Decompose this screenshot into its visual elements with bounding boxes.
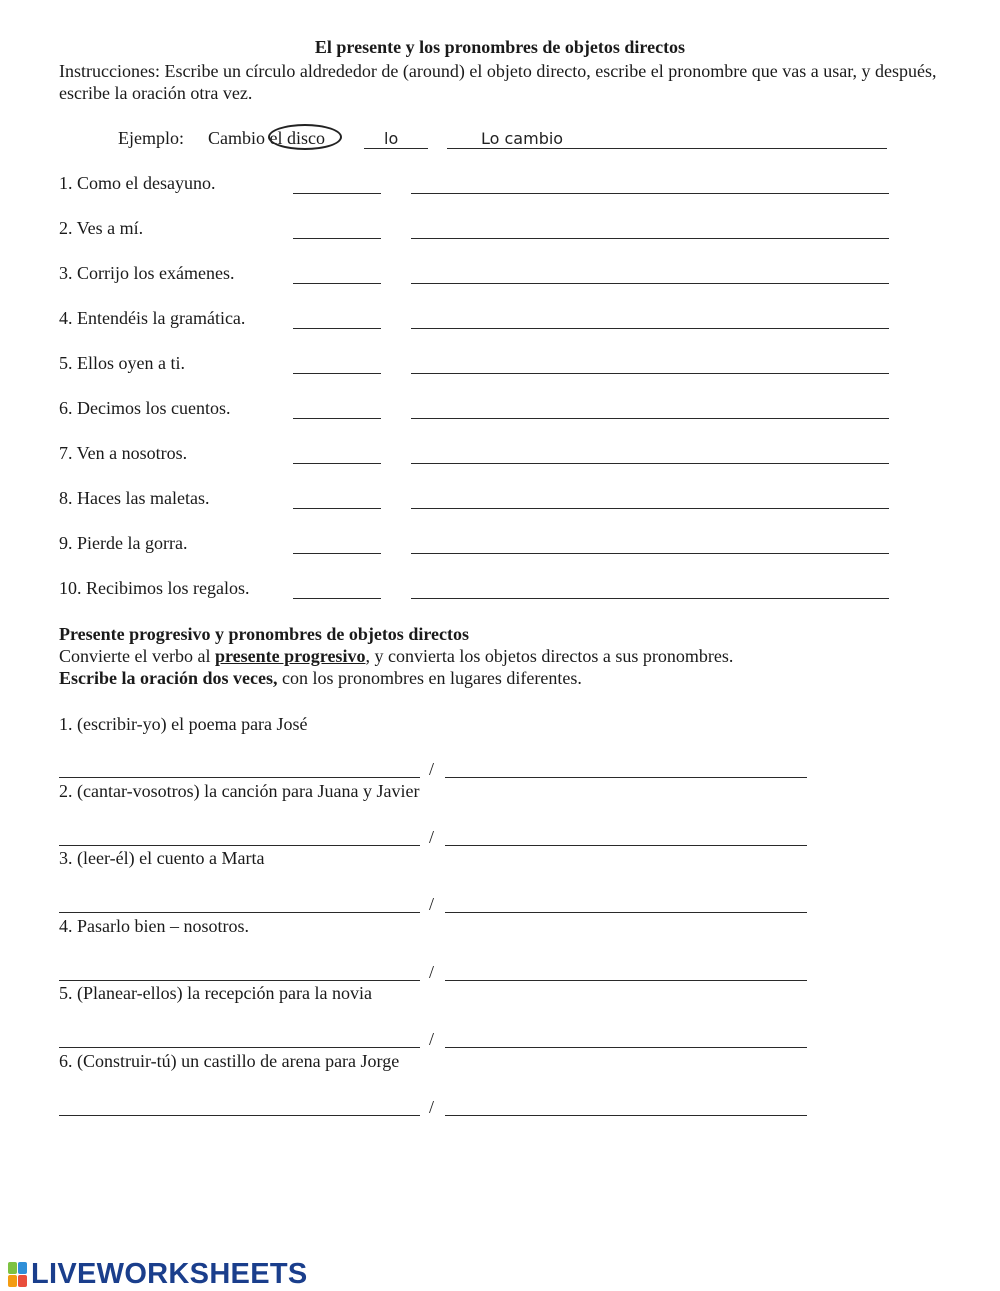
- answer-blank-2[interactable]: [445, 845, 807, 846]
- sentence-blank[interactable]: [411, 508, 889, 509]
- example-verb: Cambio: [208, 128, 265, 148]
- answer-blank-1[interactable]: [59, 1047, 420, 1048]
- exercise-item: 7. Ven a nosotros.: [59, 443, 188, 463]
- pronoun-blank[interactable]: [293, 328, 381, 329]
- emphasis-presente-progresivo: presente progresivo: [214, 646, 366, 666]
- liveworksheets-logo-icon: [8, 1262, 28, 1288]
- section2-instruction-1: Convierte el verbo al presente progresivo, y convierta los objetos directos a sus pronombres.: [59, 646, 734, 666]
- exercise-item: 6. Decimos los cuentos.: [59, 398, 231, 418]
- progressive-item: 6. (Construir-tú) un castillo de arena para Jorge: [59, 1051, 400, 1071]
- example-sentence-blank: [447, 148, 887, 149]
- example-pronoun-blank: [364, 148, 428, 149]
- example-label: Ejemplo:: [118, 128, 184, 148]
- pronoun-blank[interactable]: [293, 463, 381, 464]
- sentence-blank[interactable]: [411, 373, 889, 374]
- progressive-item: 2. (cantar-vosotros) la canción para Juana y Javier: [59, 781, 420, 801]
- exercise-item: 1. Como el desayuno.: [59, 173, 216, 193]
- answer-blank-2[interactable]: [445, 980, 807, 981]
- exercise-item: 5. Ellos oyen a ti.: [59, 353, 185, 373]
- answer-blank-1[interactable]: [59, 980, 420, 981]
- answer-blank-2[interactable]: [445, 912, 807, 913]
- answer-blank-1[interactable]: [59, 777, 420, 778]
- example-pronoun-answer: lo: [384, 129, 399, 148]
- pronoun-blank[interactable]: [293, 418, 381, 419]
- slash-separator: /: [429, 827, 435, 847]
- instructions: Instrucciones: Escribe un círculo aldrededor de (around) el objeto directo, escribe el pronombre que vas a usar, y después, escribe la oración otra vez.: [59, 61, 937, 103]
- liveworksheets-logo: [8, 1258, 308, 1291]
- slash-separator: /: [429, 962, 435, 982]
- sentence-blank[interactable]: [411, 553, 889, 554]
- answer-blank-2[interactable]: [445, 1047, 807, 1048]
- answer-blank-1[interactable]: [59, 845, 420, 846]
- example-sentence-answer: Lo cambio: [481, 129, 564, 148]
- worksheet-title: El presente y los pronombres de objetos directos: [314, 37, 686, 57]
- pronoun-blank[interactable]: [293, 553, 381, 554]
- pronoun-blank[interactable]: [293, 193, 381, 194]
- example-circle-mark: [268, 124, 342, 150]
- sentence-blank[interactable]: [411, 463, 889, 464]
- progressive-item: 5. (Planear-ellos) la recepción para la novia: [59, 983, 372, 1003]
- slash-separator: /: [429, 759, 435, 779]
- exercise-item: 4. Entendéis la gramática.: [59, 308, 246, 328]
- pronoun-blank[interactable]: [293, 508, 381, 509]
- slash-separator: /: [429, 1097, 435, 1117]
- exercise-item: 3. Corrijo los exámenes.: [59, 263, 235, 283]
- answer-blank-1[interactable]: [59, 912, 420, 913]
- pronoun-blank[interactable]: [293, 598, 381, 599]
- sentence-blank[interactable]: [411, 328, 889, 329]
- pronoun-blank[interactable]: [293, 373, 381, 374]
- slash-separator: /: [429, 894, 435, 914]
- progressive-item: 3. (leer-él) el cuento a Marta: [59, 848, 265, 868]
- sentence-blank[interactable]: [411, 418, 889, 419]
- answer-blank-2[interactable]: [445, 777, 807, 778]
- answer-blank-1[interactable]: [59, 1115, 420, 1116]
- answer-blank-2[interactable]: [445, 1115, 807, 1116]
- liveworksheets-brand: LIVEWORKSHEETS: [31, 1258, 308, 1290]
- exercise-item: 8. Haces las maletas.: [59, 488, 210, 508]
- sentence-blank[interactable]: [411, 193, 889, 194]
- exercise-item: 2. Ves a mí.: [59, 218, 144, 238]
- sentence-blank[interactable]: [411, 238, 889, 239]
- slash-separator: /: [429, 1029, 435, 1049]
- pronoun-blank[interactable]: [293, 283, 381, 284]
- section2-instruction-2: Escribe la oración dos veces, con los pronombres en lugares diferentes.: [59, 668, 582, 688]
- pronoun-blank[interactable]: [293, 238, 381, 239]
- progressive-item: 4. Pasarlo bien – nosotros.: [59, 916, 249, 936]
- sentence-blank[interactable]: [411, 598, 889, 599]
- progressive-item: 1. (escribir-yo) el poema para José: [59, 714, 308, 734]
- exercise-item: 10. Recibimos los regalos.: [59, 578, 250, 598]
- example-object: el disco: [269, 128, 325, 148]
- exercise-item: 9. Pierde la gorra.: [59, 533, 188, 553]
- section2-heading: Presente progresivo y pronombres de objetos directos: [59, 624, 469, 644]
- sentence-blank[interactable]: [411, 283, 889, 284]
